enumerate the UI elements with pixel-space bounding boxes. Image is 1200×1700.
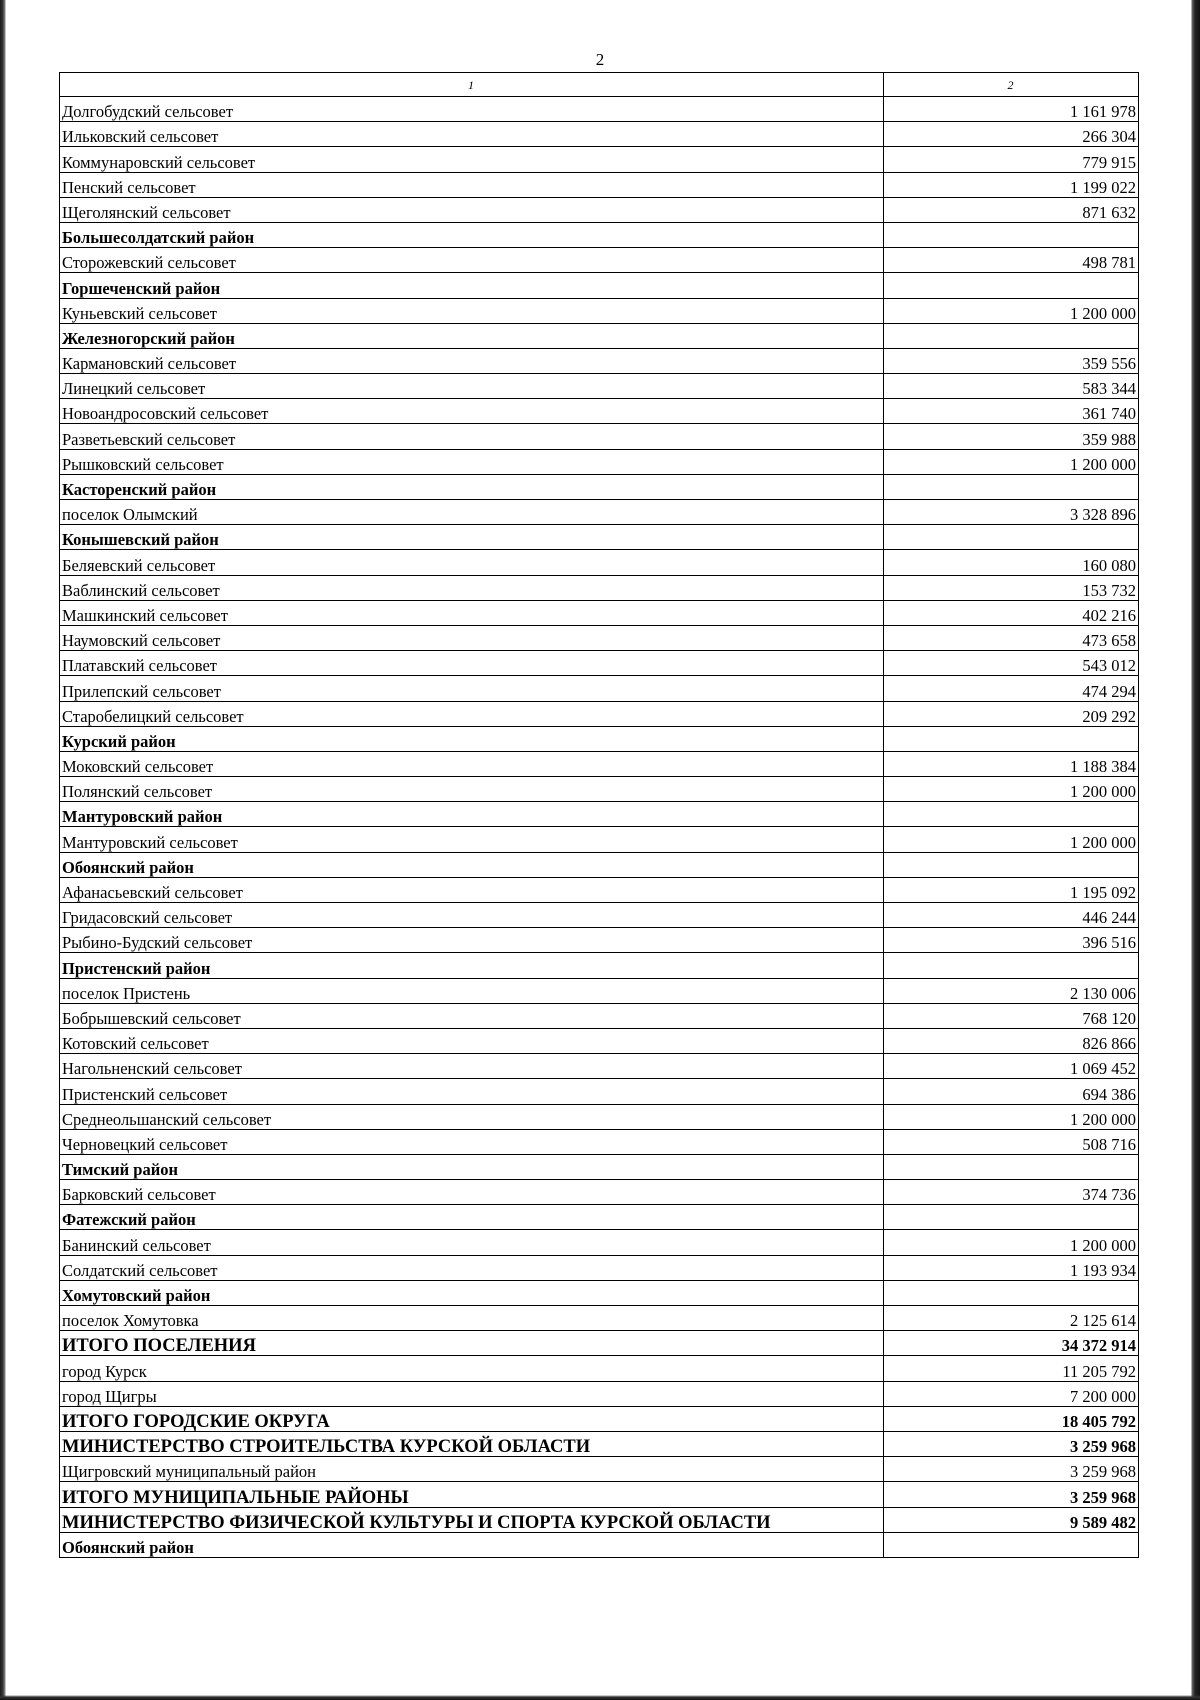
row-name-cell: Ваблинский сельсовет [60, 575, 884, 600]
row-value-cell [884, 1532, 1139, 1557]
table-header-row [60, 73, 1139, 97]
row-value-cell: 3 259 968 [884, 1482, 1139, 1507]
row-value-cell: 1 188 384 [884, 751, 1139, 776]
row-value-cell: 153 732 [884, 575, 1139, 600]
column-header-2: 2 [884, 73, 1139, 97]
row-value-cell: 1 195 092 [884, 877, 1139, 902]
row-name-cell: Мантуровский сельсовет [60, 827, 884, 852]
table-row [60, 1381, 1139, 1406]
table-row [60, 1104, 1139, 1129]
row-value-cell: 361 740 [884, 399, 1139, 424]
district-header-row [60, 1154, 1139, 1179]
row-value-cell: 9 589 482 [884, 1507, 1139, 1532]
row-value-cell: 508 716 [884, 1129, 1139, 1154]
table-row [60, 777, 1139, 802]
table-row [60, 575, 1139, 600]
row-name-cell: Барковский сельсовет [60, 1180, 884, 1205]
row-value-cell: 34 372 914 [884, 1331, 1139, 1356]
row-value-cell: 1 199 022 [884, 172, 1139, 197]
row-name-cell: Хомутовский район [60, 1280, 884, 1305]
row-name-cell: Беляевский сельсовет [60, 550, 884, 575]
row-name-cell: Долгобудский сельсовет [60, 97, 884, 122]
row-value-cell: 871 632 [884, 197, 1139, 222]
row-name-cell: Бобрышевский сельсовет [60, 1003, 884, 1028]
row-name-cell: Полянский сельсовет [60, 777, 884, 802]
table-row [60, 424, 1139, 449]
row-value-cell: 1 193 934 [884, 1255, 1139, 1280]
row-name-cell: ИТОГО ПОСЕЛЕНИЯ [60, 1331, 884, 1356]
row-value-cell: 1 200 000 [884, 449, 1139, 474]
row-name-cell: Горшеченский район [60, 273, 884, 298]
row-name-cell: Солдатский сельсовет [60, 1255, 884, 1280]
row-value-cell: 359 556 [884, 348, 1139, 373]
district-header-row [60, 273, 1139, 298]
table-row [60, 1028, 1139, 1053]
total-row [60, 1507, 1139, 1532]
district-header-row [60, 323, 1139, 348]
table-row [60, 449, 1139, 474]
row-name-cell: Тимский район [60, 1154, 884, 1179]
table-row [60, 1129, 1139, 1154]
row-value-cell: 779 915 [884, 147, 1139, 172]
row-name-cell: Фатежский район [60, 1205, 884, 1230]
row-value-cell: 1 200 000 [884, 1104, 1139, 1129]
row-value-cell: 3 328 896 [884, 500, 1139, 525]
row-name-cell: Обоянский район [60, 852, 884, 877]
row-name-cell: Куньевский сельсовет [60, 298, 884, 323]
row-value-cell: 396 516 [884, 928, 1139, 953]
row-value-cell: 2 125 614 [884, 1306, 1139, 1331]
row-value-cell [884, 273, 1139, 298]
row-value-cell: 1 200 000 [884, 298, 1139, 323]
table-row [60, 500, 1139, 525]
table-row [60, 1306, 1139, 1331]
table-row [60, 827, 1139, 852]
row-value-cell: 1 200 000 [884, 777, 1139, 802]
district-header-row [60, 474, 1139, 499]
district-header-row [60, 802, 1139, 827]
row-name-cell: Железногорский район [60, 323, 884, 348]
row-name-cell: Ильковский сельсовет [60, 122, 884, 147]
row-value-cell: 583 344 [884, 374, 1139, 399]
row-value-cell [884, 802, 1139, 827]
table-row [60, 651, 1139, 676]
table-row [60, 1230, 1139, 1255]
row-value-cell: 359 988 [884, 424, 1139, 449]
row-value-cell: 374 736 [884, 1180, 1139, 1205]
row-value-cell [884, 852, 1139, 877]
scan-edge-right [1191, 0, 1200, 1700]
row-name-cell: Банинский сельсовет [60, 1230, 884, 1255]
table-row [60, 1054, 1139, 1079]
table-row [60, 374, 1139, 399]
table-row [60, 348, 1139, 373]
row-name-cell: Сторожевский сельсовет [60, 248, 884, 273]
table-body [60, 97, 1139, 1558]
table-row [60, 298, 1139, 323]
row-name-cell: Касторенский район [60, 474, 884, 499]
row-value-cell: 11 205 792 [884, 1356, 1139, 1381]
table-row [60, 903, 1139, 928]
table-row [60, 399, 1139, 424]
row-name-cell: ИТОГО ГОРОДСКИЕ ОКРУГА [60, 1406, 884, 1431]
district-header-row [60, 525, 1139, 550]
row-name-cell: МИНИСТЕРСТВО СТРОИТЕЛЬСТВА КУРСКОЙ ОБЛАСТИ [60, 1431, 884, 1456]
row-value-cell [884, 1205, 1139, 1230]
row-name-cell: Платавский сельсовет [60, 651, 884, 676]
row-value-cell: 209 292 [884, 701, 1139, 726]
table-row [60, 147, 1139, 172]
row-name-cell: Котовский сельсовет [60, 1028, 884, 1053]
row-name-cell: поселок Олымский [60, 500, 884, 525]
district-header-row [60, 953, 1139, 978]
row-name-cell: МИНИСТЕРСТВО ФИЗИЧЕСКОЙ КУЛЬТУРЫ И СПОРТА КУРСКОЙ ОБЛАСТИ [60, 1507, 884, 1532]
table-row [60, 600, 1139, 625]
row-value-cell: 402 216 [884, 600, 1139, 625]
table-row [60, 625, 1139, 650]
row-name-cell: Пристенский район [60, 953, 884, 978]
row-name-cell: Старобелицкий сельсовет [60, 701, 884, 726]
table-row [60, 1079, 1139, 1104]
row-value-cell: 543 012 [884, 651, 1139, 676]
district-header-row [60, 222, 1139, 247]
row-name-cell: Линецкий сельсовет [60, 374, 884, 399]
page-number: 2 [595, 50, 605, 69]
district-header-row [60, 852, 1139, 877]
district-header-row [60, 726, 1139, 751]
row-name-cell: Новоандросовский сельсовет [60, 399, 884, 424]
row-value-cell: 498 781 [884, 248, 1139, 273]
table-row [60, 122, 1139, 147]
row-value-cell: 2 130 006 [884, 978, 1139, 1003]
table-row [60, 751, 1139, 776]
table-row [60, 978, 1139, 1003]
row-name-cell: поселок Хомутовка [60, 1306, 884, 1331]
total-row [60, 1331, 1139, 1356]
scan-edge-bottom [0, 1695, 1200, 1700]
table-row [60, 248, 1139, 273]
row-value-cell: 7 200 000 [884, 1381, 1139, 1406]
table-row [60, 172, 1139, 197]
row-name-cell: Конышевский район [60, 525, 884, 550]
row-value-cell [884, 726, 1139, 751]
table-row [60, 97, 1139, 122]
district-header-row [60, 1532, 1139, 1557]
table-row [60, 1255, 1139, 1280]
row-value-cell: 694 386 [884, 1079, 1139, 1104]
total-row [60, 1431, 1139, 1456]
row-name-cell: Рыбино-Будский сельсовет [60, 928, 884, 953]
table-row [60, 1003, 1139, 1028]
row-value-cell: 3 259 968 [884, 1431, 1139, 1456]
row-value-cell [884, 525, 1139, 550]
row-name-cell: Пристенский сельсовет [60, 1079, 884, 1104]
row-name-cell: Гридасовский сельсовет [60, 903, 884, 928]
row-value-cell [884, 474, 1139, 499]
table-row [60, 1457, 1139, 1482]
row-name-cell: Наумовский сельсовет [60, 625, 884, 650]
scan-edge-left [0, 0, 6, 1700]
table-row [60, 877, 1139, 902]
row-value-cell: 1 200 000 [884, 827, 1139, 852]
row-name-cell: Пенский сельсовет [60, 172, 884, 197]
row-name-cell: город Щигры [60, 1381, 884, 1406]
row-name-cell: поселок Пристень [60, 978, 884, 1003]
row-value-cell: 473 658 [884, 625, 1139, 650]
row-value-cell: 18 405 792 [884, 1406, 1139, 1431]
row-value-cell [884, 323, 1139, 348]
district-header-row [60, 1280, 1139, 1305]
row-name-cell: Большесолдатский район [60, 222, 884, 247]
table-row [60, 1180, 1139, 1205]
table-row [60, 197, 1139, 222]
row-value-cell: 1 069 452 [884, 1054, 1139, 1079]
row-name-cell: Коммунаровский сельсовет [60, 147, 884, 172]
row-name-cell: Черновецкий сельсовет [60, 1129, 884, 1154]
row-name-cell: Среднеольшанский сельсовет [60, 1104, 884, 1129]
row-name-cell: Щигровский муниципальный район [60, 1457, 884, 1482]
allocation-table [59, 72, 1139, 1558]
table-row [60, 928, 1139, 953]
row-value-cell: 3 259 968 [884, 1457, 1139, 1482]
row-value-cell [884, 1154, 1139, 1179]
row-name-cell: Мантуровский район [60, 802, 884, 827]
row-name-cell: Афанасьевский сельсовет [60, 877, 884, 902]
column-header-1: 1 [60, 73, 884, 97]
row-name-cell: Курский район [60, 726, 884, 751]
row-value-cell: 474 294 [884, 676, 1139, 701]
row-value-cell: 1 161 978 [884, 97, 1139, 122]
row-value-cell: 446 244 [884, 903, 1139, 928]
row-name-cell: Нагольненский сельсовет [60, 1054, 884, 1079]
row-name-cell: Рышковский сельсовет [60, 449, 884, 474]
row-name-cell: Щеголянский сельсовет [60, 197, 884, 222]
row-name-cell: Моковский сельсовет [60, 751, 884, 776]
row-value-cell: 1 200 000 [884, 1230, 1139, 1255]
row-name-cell: Машкинский сельсовет [60, 600, 884, 625]
row-name-cell: город Курск [60, 1356, 884, 1381]
table-row [60, 550, 1139, 575]
row-name-cell: ИТОГО МУНИЦИПАЛЬНЫЕ РАЙОНЫ [60, 1482, 884, 1507]
row-value-cell [884, 953, 1139, 978]
table-row [60, 701, 1139, 726]
row-value-cell: 160 080 [884, 550, 1139, 575]
total-row [60, 1482, 1139, 1507]
row-name-cell: Обоянский район [60, 1532, 884, 1557]
district-header-row [60, 1205, 1139, 1230]
row-name-cell: Кармановский сельсовет [60, 348, 884, 373]
table-row [60, 676, 1139, 701]
row-name-cell: Прилепский сельсовет [60, 676, 884, 701]
row-name-cell: Разветьевский сельсовет [60, 424, 884, 449]
total-row [60, 1406, 1139, 1431]
row-value-cell: 768 120 [884, 1003, 1139, 1028]
table-row [60, 1356, 1139, 1381]
row-value-cell: 266 304 [884, 122, 1139, 147]
row-value-cell: 826 866 [884, 1028, 1139, 1053]
row-value-cell [884, 1280, 1139, 1305]
row-value-cell [884, 222, 1139, 247]
